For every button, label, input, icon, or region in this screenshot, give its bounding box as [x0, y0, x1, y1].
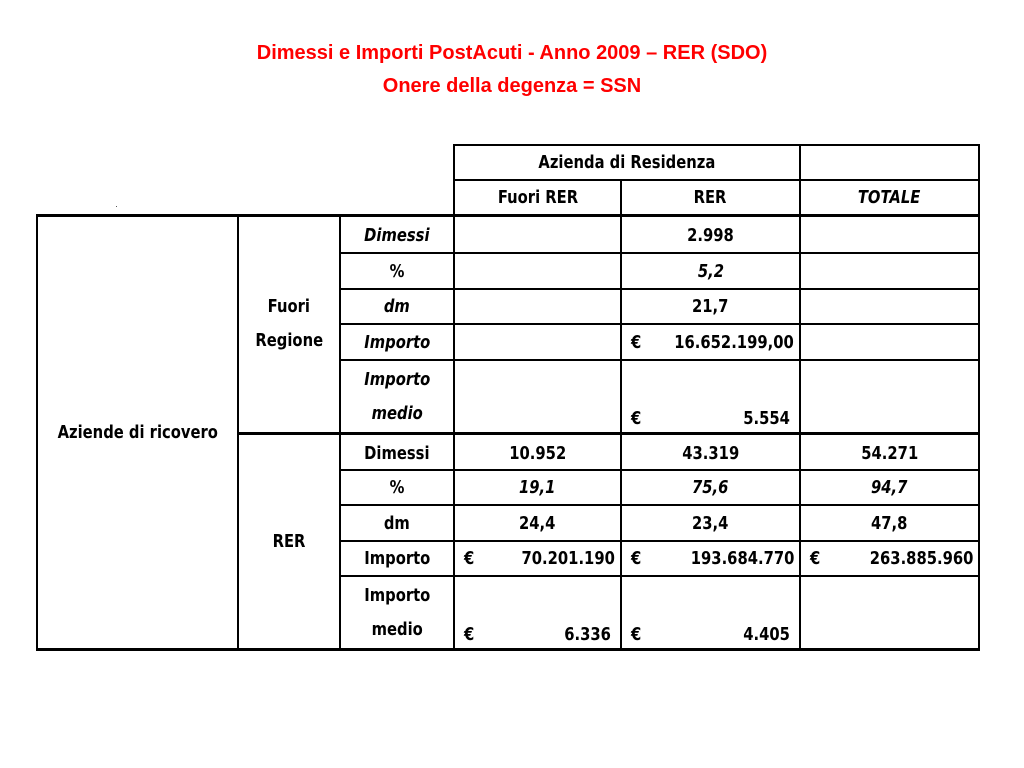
grid-line	[339, 252, 980, 254]
fr-rer-dimessi: 2.998	[687, 224, 734, 246]
rer-label-pct: %	[389, 477, 405, 498]
fr-label-pct: %	[389, 260, 405, 282]
grid-line	[36, 648, 980, 651]
fr-label-dm: dm	[384, 296, 410, 317]
rer-rer-importo-medio: € 4.405	[631, 624, 790, 645]
grid-line	[339, 504, 980, 506]
row-header-fuori-regione: Fuori Regione	[255, 296, 323, 351]
fr-rer-importo: € 16.652.199,00	[631, 331, 794, 353]
stray-dot	[116, 206, 117, 207]
header-fuori-rer: Fuori RER	[497, 187, 578, 208]
grid-line	[339, 288, 980, 290]
rer-rer-pct: 75,6	[692, 477, 729, 498]
grid-line	[799, 144, 801, 651]
grid-line	[339, 540, 980, 542]
rer-fuori-dimessi: 10.952	[509, 442, 566, 464]
rer-fuori-pct: 19,1	[519, 477, 556, 498]
rer-label-dimessi: Dimessi	[364, 442, 430, 464]
grid-line	[237, 214, 239, 651]
grid-line	[339, 575, 980, 577]
rer-fuori-importo-medio: € 6.336	[464, 624, 611, 645]
fr-rer-pct: 5,2	[697, 260, 724, 282]
rer-label-dm: dm	[384, 512, 410, 534]
grid-line	[36, 214, 38, 651]
rer-rer-dimessi: 43.319	[682, 442, 739, 464]
grid-line	[339, 214, 341, 651]
title-line-1: Dimessi e Importi PostAcuti - Anno 2009 – RER (SDO)	[256, 42, 768, 64]
rer-label-importo-medio: Importo medio	[363, 584, 431, 640]
rer-fuori-dm: 24,4	[519, 512, 556, 534]
grid-line	[620, 179, 622, 651]
row-header-rer: RER	[272, 530, 306, 552]
rer-rer-dm: 23,4	[692, 512, 729, 534]
rer-totale-dimessi: 54.271	[861, 442, 918, 464]
rer-rer-importo: € 193.684.770	[631, 548, 794, 569]
grid-line	[453, 144, 980, 146]
header-rer: RER	[694, 187, 727, 208]
grid-line	[339, 469, 980, 471]
fr-rer-dm: 21,7	[692, 296, 729, 317]
grid-line	[453, 179, 980, 181]
grid-line	[36, 214, 980, 217]
rer-label-importo: Importo	[363, 548, 431, 569]
header-azienda-residenza: Azienda di Residenza	[538, 152, 716, 173]
rer-totale-pct: 94,7	[871, 477, 908, 498]
grid-line	[978, 144, 980, 651]
grid-line	[453, 144, 455, 651]
rer-fuori-importo: € 70.201.190	[464, 548, 615, 569]
fr-label-dimessi: Dimessi	[364, 224, 430, 246]
rer-totale-importo: € 263.885.960	[810, 548, 973, 569]
header-totale: TOTALE	[858, 187, 921, 208]
grid-line	[339, 323, 980, 325]
fr-rer-importo-medio: € 5.554	[631, 408, 790, 429]
fr-label-importo-medio: Importo medio	[363, 368, 431, 424]
fr-label-importo: Importo	[363, 331, 431, 353]
title-line-2: Onere della degenza = SSN	[382, 75, 642, 97]
grid-line	[237, 432, 980, 435]
rer-totale-dm: 47,8	[871, 512, 908, 534]
row-header-aziende-ricovero: Aziende di ricovero	[57, 421, 218, 443]
grid-line	[339, 359, 980, 361]
